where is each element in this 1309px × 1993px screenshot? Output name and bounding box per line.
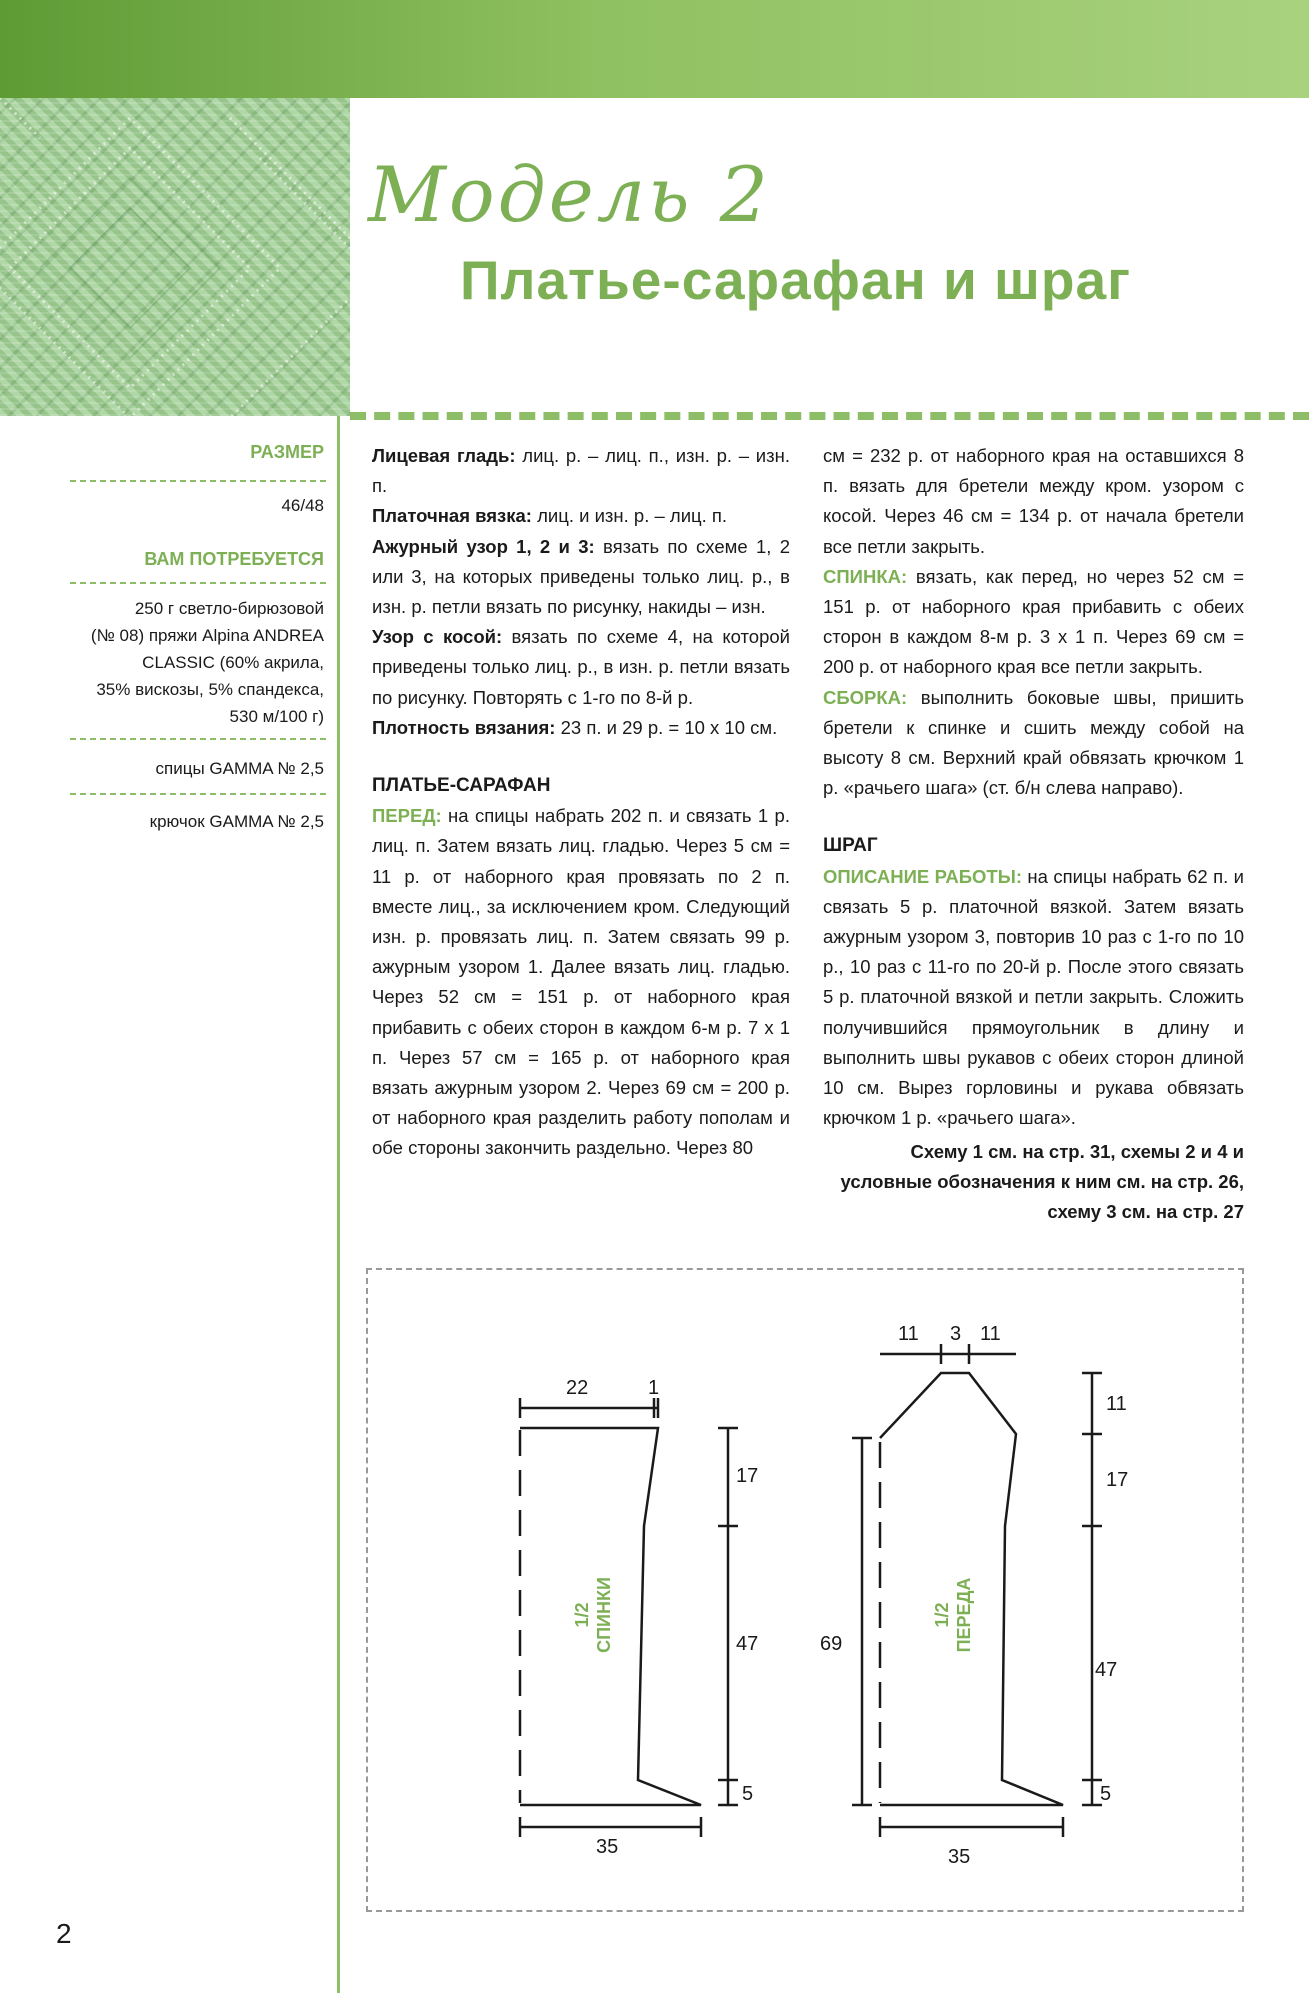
front-seg-upper: 17 xyxy=(1106,1469,1129,1491)
front-top-left: 11 xyxy=(898,1323,919,1345)
page-number: 2 xyxy=(56,1918,72,1949)
front-total-height: 69 xyxy=(820,1633,843,1655)
back-seg-top: 17 xyxy=(736,1465,759,1487)
stitch-garter: Платочная вязка: лиц. и изн. р. – лиц. п. xyxy=(372,505,728,527)
back-top-offset: 1 xyxy=(648,1377,660,1399)
size-value: 46/48 xyxy=(281,496,324,515)
front-instructions: ПЕРЕД: на спицы набрать 202 п. и связать 1 р. лиц. п. Затем вязать лиц. гладью. Через 5 см = 11 р. от наборного края провязать по 2 п. вместе лиц., за исключением кром. Следующий изн. р. провязать лиц. п. Затем связать 99 р. ажурным узором 1. Далее вязать лиц. гладью. Через 52 см = 151 р. от наборного края прибавить с обеих сторон в каждом 6-м р. 7 х 1 п. Через 57 см = 165 р. от наборного края вязать ажурным узором 2. Через 69 см = 200 р. от наборного края разделить работу пополам и обе стороны закончить раздельно. Через 80 xyxy=(372,805,790,1159)
back-instructions: СПИНКА: вязать, как перед, но через 52 см = 151 р. от наборного края прибавить с обеих сторон в каждом 8-м р. 3 х 1 п. Через 69 см = 200 р. от наборного края все петли закрыть. xyxy=(823,565,1244,678)
schema-references: Схему 1 см. на стр. 31, схемы 2 и 4 и условные обозначения к ним см. на стр. 26, схему 3 см. на стр. 27 xyxy=(840,1141,1244,1223)
front-seg-bottom: 5 xyxy=(1100,1783,1112,1805)
front-seg-top: 11 xyxy=(1106,1393,1127,1415)
top-color-bar xyxy=(0,0,1309,98)
front-piece-label-1: 1/2 xyxy=(932,1602,952,1628)
back-piece-label-1: 1/2 xyxy=(572,1602,592,1628)
back-bottom-width: 35 xyxy=(596,1836,619,1858)
front-seg-mid: 47 xyxy=(1095,1659,1118,1681)
instructions-column-2 xyxy=(823,441,1244,1227)
hook-info: крючок GAMMA № 2,5 xyxy=(149,812,324,831)
yarn-description: 250 г светло-бирюзовой (№ 08) пряжи Alpina ANDREA CLASSIC (60% акрила, 35% вискозы, 5% спандекса, 530 м/100 г) xyxy=(90,599,324,726)
front-piece-label-2: ПЕРЕДА xyxy=(954,1577,974,1653)
stitch-lace: Ажурный узор 1, 2 и 3: вязать по схеме 1, 2 или 3, на которых приведены только лиц. р., в изн. р. петли вязать по рисунку, накиды – изн. xyxy=(372,535,790,618)
sidebar-dash xyxy=(70,738,326,740)
stitch-stockinette: Лицевая гладь: лиц. р. – лиц. п., изн. р. – изн. п. xyxy=(372,445,790,497)
dress-heading: ПЛАТЬЕ-САРАФАН xyxy=(372,775,551,797)
sidebar-dash xyxy=(70,480,326,482)
front-bottom-width: 35 xyxy=(948,1846,971,1868)
front-top-right: 11 xyxy=(980,1323,1001,1345)
materials-heading: ВАМ ПОТРЕБУЕТСЯ xyxy=(144,549,324,569)
shrug-instructions: ОПИСАНИЕ РАБОТЫ: на спицы набрать 62 п. и связать 5 р. платочной вязкой. Затем вязать ажурным узором 3, повторив 10 раз с 1-го по 10 р., 10 раз с 11-го по 20-й р. После этого связать 5 р. платочной вязкой и петли закрыть. Сложить получившийся прямоугольник в длину и выполнить швы рукавов с обеих сторон длиной 10 см. Вырез горловины и рукава обвязать крючком 1 р. «рачьего шага». xyxy=(823,865,1244,1129)
instructions-column-1 xyxy=(372,441,790,1164)
pattern-schematic xyxy=(366,1268,1244,1912)
front-top-center: 3 xyxy=(950,1323,962,1345)
stitch-cable: Узор с косой: вязать по схеме 4, на которой приведены только лиц. р., в изн. р. петли вязать по рисунку. Повторять с 1-го по 8-й р. xyxy=(372,626,790,708)
size-heading: РАЗМЕР xyxy=(250,442,324,462)
model-number-script: Модель 2 xyxy=(368,150,771,239)
assembly-instructions: СБОРКА: выполнить боковые швы, пришить бретели к спинке и сшить между собой на высоту 8 см. Верхний край обвязать крючком 1 р. «рачьего шага» (ст. б/н слева направо). xyxy=(823,686,1244,799)
sidebar-divider xyxy=(337,416,340,1993)
back-piece-label-2: СПИНКИ xyxy=(594,1577,614,1653)
gauge: Плотность вязания: 23 п. и 29 р. = 10 х 10 см. xyxy=(372,716,778,738)
front-instructions-cont: см = 232 р. от наборного края на оставшихся 8 п. вязать для бретели между кром. узором с косой. Через 46 см = 134 р. от начала бретели все петли закрыть. xyxy=(823,445,1244,557)
needles-info: спицы GAMMA № 2,5 xyxy=(155,759,324,778)
page-title: Платье-сарафан и шраг xyxy=(460,249,1131,311)
back-seg-bottom: 5 xyxy=(742,1783,754,1805)
knit-swatch-photo xyxy=(0,98,350,416)
sidebar-dash xyxy=(70,793,326,795)
shrug-heading: ШРАГ xyxy=(823,835,878,857)
back-seg-mid: 47 xyxy=(736,1633,759,1655)
dashed-header-rule xyxy=(350,412,1309,420)
back-top-width: 22 xyxy=(566,1377,589,1399)
sidebar-dash xyxy=(70,582,326,584)
